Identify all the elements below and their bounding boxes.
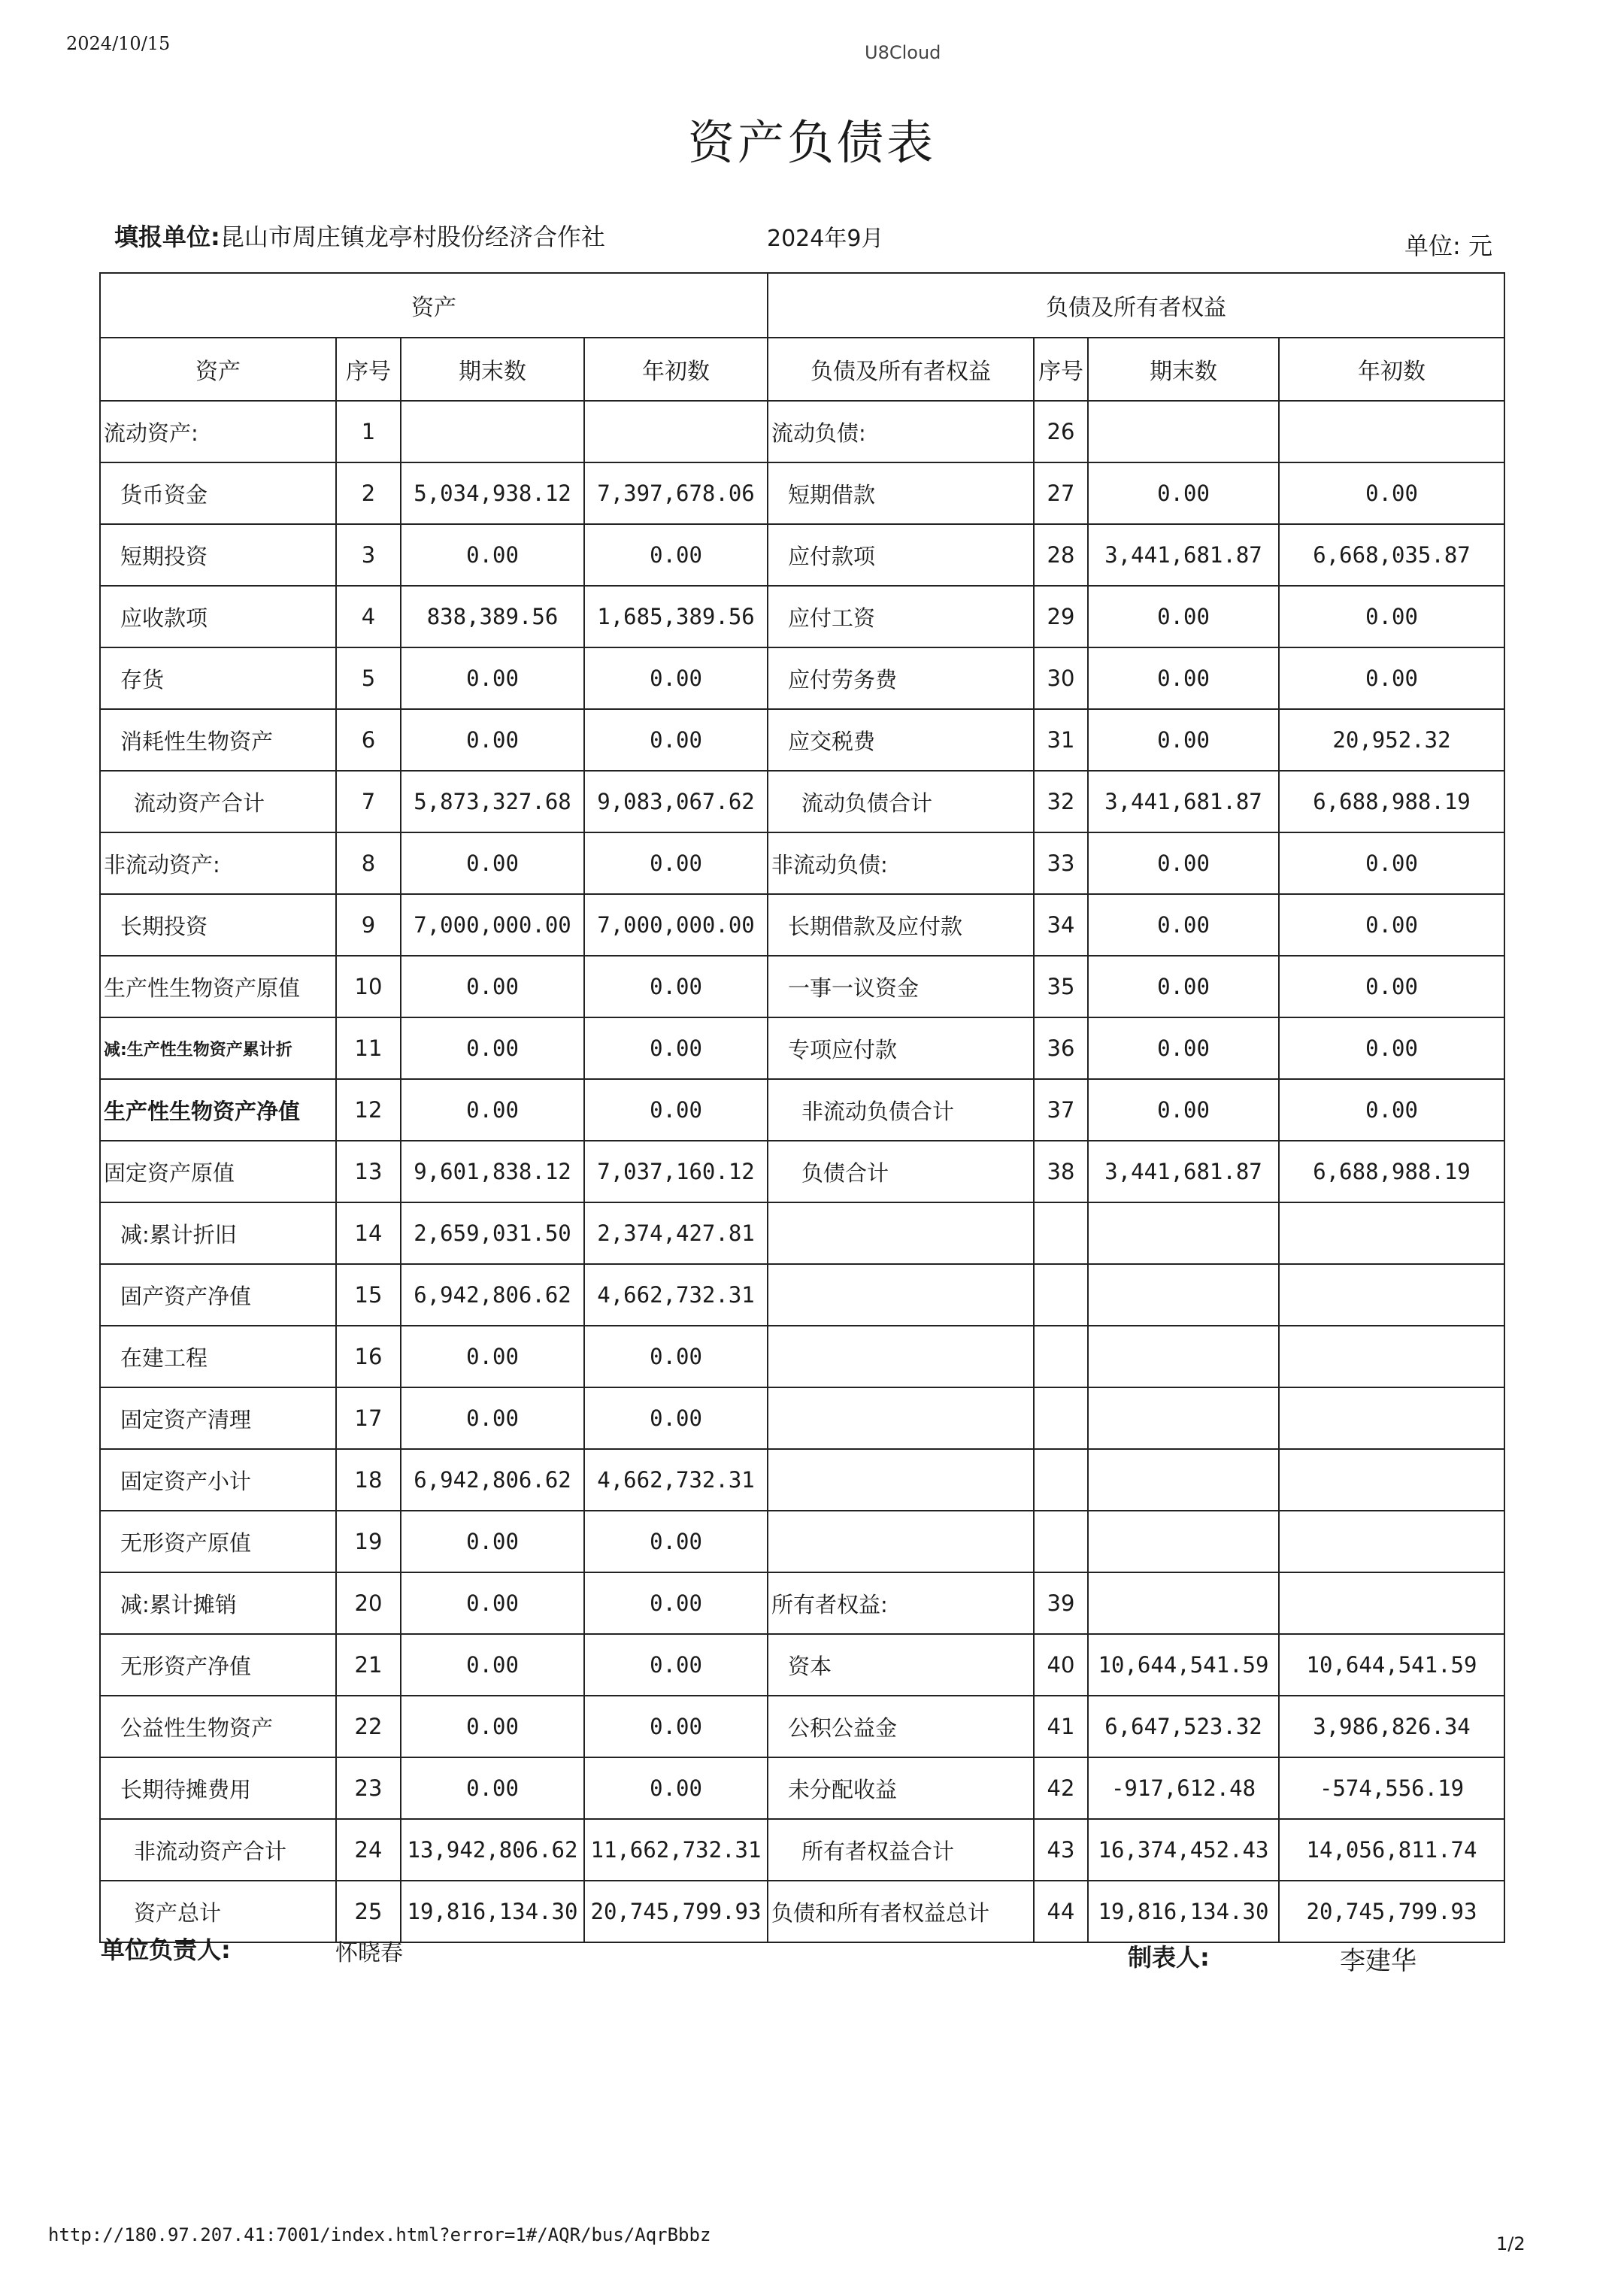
liability-seq: 26 [1034, 401, 1088, 462]
liability-seq [1034, 1387, 1088, 1449]
liability-begin-value: 0.00 [1279, 1079, 1504, 1141]
report-title: 资产负债表 [687, 115, 936, 170]
liability-name: 长期借款及应付款 [768, 894, 1034, 956]
liability-begin-value: 10,644,541.59 [1279, 1634, 1504, 1696]
asset-end-value: 0.00 [401, 1696, 584, 1757]
asset-end-value: 0.00 [401, 1634, 584, 1696]
asset-name: 资产总计 [100, 1881, 336, 1942]
liability-begin-value [1279, 1511, 1504, 1572]
signer-label: 单位负责人: [101, 1936, 231, 1964]
liability-seq: 43 [1034, 1819, 1088, 1881]
liability-name [768, 1449, 1034, 1511]
asset-begin-value: 0.00 [584, 956, 768, 1017]
asset-name: 生产性生物资产净值 [100, 1079, 336, 1141]
asset-seq: 13 [336, 1141, 401, 1202]
asset-end-value: 0.00 [401, 1757, 584, 1819]
table-row [100, 894, 1504, 956]
liability-end-value: 3,441,681.87 [1088, 771, 1279, 832]
asset-begin-value: 11,662,732.31 [584, 1819, 768, 1881]
asset-seq: 17 [336, 1387, 401, 1449]
asset-begin-value: 0.00 [584, 832, 768, 894]
report-period: 2024年9月 [767, 226, 884, 252]
asset-seq: 6 [336, 709, 401, 771]
liability-seq [1034, 1511, 1088, 1572]
asset-name: 非流动资产合计 [100, 1819, 336, 1881]
asset-seq: 16 [336, 1326, 401, 1387]
liability-seq: 42 [1034, 1757, 1088, 1819]
asset-begin-value: 9,083,067.62 [584, 771, 768, 832]
asset-seq: 10 [336, 956, 401, 1017]
asset-seq: 3 [336, 524, 401, 586]
asset-name: 减:累计折旧 [100, 1202, 336, 1264]
liability-seq: 33 [1034, 832, 1088, 894]
asset-end-value: 6,942,806.62 [401, 1449, 584, 1511]
asset-seq: 20 [336, 1572, 401, 1634]
asset-end-value: 0.00 [401, 832, 584, 894]
liability-seq: 31 [1034, 709, 1088, 771]
table-row [100, 1264, 1504, 1326]
liability-end-value [1088, 1572, 1279, 1634]
asset-end-value: 0.00 [401, 1572, 584, 1634]
asset-name: 货币资金 [100, 462, 336, 524]
liability-name: 公积公益金 [768, 1696, 1034, 1757]
asset-end-value: 0.00 [401, 1387, 584, 1449]
col-header-begin: 年初数 [584, 338, 768, 401]
asset-seq: 12 [336, 1079, 401, 1141]
liability-end-value [1088, 1202, 1279, 1264]
liability-seq: 28 [1034, 524, 1088, 586]
liability-name: 应付款项 [768, 524, 1034, 586]
table-row [100, 1202, 1504, 1264]
asset-name: 非流动资产: [100, 832, 336, 894]
col-header-liability: 负债及所有者权益 [768, 338, 1034, 401]
asset-end-value: 0.00 [401, 1079, 584, 1141]
liability-begin-value: 0.00 [1279, 647, 1504, 709]
asset-name: 生产性生物资产原值 [100, 956, 336, 1017]
asset-begin-value: 4,662,732.31 [584, 1449, 768, 1511]
liability-end-value: 0.00 [1088, 956, 1279, 1017]
liability-name: 所有者权益: [768, 1572, 1034, 1634]
asset-begin-value: 0.00 [584, 1017, 768, 1079]
liability-begin-value: 0.00 [1279, 586, 1504, 647]
liability-end-value: 0.00 [1088, 1017, 1279, 1079]
asset-end-value: 13,942,806.62 [401, 1819, 584, 1881]
liability-begin-value [1279, 401, 1504, 462]
asset-end-value: 5,873,327.68 [401, 771, 584, 832]
liability-seq: 39 [1034, 1572, 1088, 1634]
liability-seq: 30 [1034, 647, 1088, 709]
reporting-unit [114, 218, 605, 253]
liability-end-value: 0.00 [1088, 462, 1279, 524]
asset-end-value: 0.00 [401, 647, 584, 709]
liability-begin-value: 0.00 [1279, 462, 1504, 524]
preparer-label: 制表人: [1128, 1943, 1210, 1972]
asset-seq: 15 [336, 1264, 401, 1326]
asset-seq: 7 [336, 771, 401, 832]
col-header-end: 期末数 [401, 338, 584, 401]
asset-seq: 1 [336, 401, 401, 462]
asset-seq: 11 [336, 1017, 401, 1079]
asset-seq: 22 [336, 1696, 401, 1757]
table-row [100, 1696, 1504, 1757]
asset-end-value: 9,601,838.12 [401, 1141, 584, 1202]
table-row [100, 1017, 1504, 1079]
asset-seq: 19 [336, 1511, 401, 1572]
liability-name: 非流动负债: [768, 832, 1034, 894]
asset-begin-value: 0.00 [584, 1634, 768, 1696]
currency-unit: 单位: 元 [1404, 232, 1492, 260]
liability-begin-value: 6,688,988.19 [1279, 771, 1504, 832]
table-row [100, 1881, 1504, 1942]
asset-seq: 18 [336, 1449, 401, 1511]
asset-begin-value: 0.00 [584, 1511, 768, 1572]
liability-begin-value [1279, 1387, 1504, 1449]
column-header-row [100, 338, 1504, 401]
asset-seq: 4 [336, 586, 401, 647]
liability-seq: 29 [1034, 586, 1088, 647]
liability-begin-value: 20,745,799.93 [1279, 1881, 1504, 1942]
liability-begin-value: 0.00 [1279, 894, 1504, 956]
liability-end-value: 10,644,541.59 [1088, 1634, 1279, 1696]
asset-end-value: 0.00 [401, 1511, 584, 1572]
table-row [100, 709, 1504, 771]
asset-name: 流动资产合计 [100, 771, 336, 832]
asset-begin-value: 7,397,678.06 [584, 462, 768, 524]
page-number: 1/2 [1496, 2233, 1526, 2254]
liability-end-value: 3,441,681.87 [1088, 1141, 1279, 1202]
asset-begin-value: 0.00 [584, 1757, 768, 1819]
asset-seq: 2 [336, 462, 401, 524]
liability-seq: 35 [1034, 956, 1088, 1017]
liability-name: 应交税费 [768, 709, 1034, 771]
table-row [100, 586, 1504, 647]
asset-end-value [401, 401, 584, 462]
asset-end-value: 0.00 [401, 956, 584, 1017]
asset-seq: 21 [336, 1634, 401, 1696]
asset-name: 减:生产性生物资产累计折 [100, 1017, 336, 1079]
liability-end-value: 0.00 [1088, 647, 1279, 709]
liability-end-value [1088, 1326, 1279, 1387]
liability-end-value: 3,441,681.87 [1088, 524, 1279, 586]
liability-name: 一事一议资金 [768, 956, 1034, 1017]
liability-end-value: 6,647,523.32 [1088, 1696, 1279, 1757]
liability-end-value [1088, 1264, 1279, 1326]
liability-name: 未分配收益 [768, 1757, 1034, 1819]
liability-end-value [1088, 1387, 1279, 1449]
liability-end-value: 0.00 [1088, 709, 1279, 771]
asset-end-value: 7,000,000.00 [401, 894, 584, 956]
col-header-seq: 序号 [336, 338, 401, 401]
asset-end-value: 838,389.56 [401, 586, 584, 647]
table-row [100, 771, 1504, 832]
liability-begin-value: 0.00 [1279, 956, 1504, 1017]
liability-name: 负债和所有者权益总计 [768, 1881, 1034, 1942]
liability-end-value: 16,374,452.43 [1088, 1819, 1279, 1881]
liability-seq: 40 [1034, 1634, 1088, 1696]
liability-begin-value [1279, 1449, 1504, 1511]
liability-begin-value: 14,056,811.74 [1279, 1819, 1504, 1881]
balance-sheet-table [99, 272, 1505, 1943]
asset-seq: 24 [336, 1819, 401, 1881]
asset-name: 固产资产净值 [100, 1264, 336, 1326]
asset-begin-value: 0.00 [584, 1079, 768, 1141]
liability-seq [1034, 1202, 1088, 1264]
liability-begin-value: -574,556.19 [1279, 1757, 1504, 1819]
assets-group-header: 资产 [100, 273, 768, 338]
liability-name: 专项应付款 [768, 1017, 1034, 1079]
table-row [100, 1819, 1504, 1881]
liability-seq [1034, 1449, 1088, 1511]
liability-end-value: -917,612.48 [1088, 1757, 1279, 1819]
asset-seq: 23 [336, 1757, 401, 1819]
liability-end-value: 0.00 [1088, 586, 1279, 647]
table-row [100, 1387, 1504, 1449]
asset-end-value: 6,942,806.62 [401, 1264, 584, 1326]
asset-seq: 5 [336, 647, 401, 709]
liability-end-value [1088, 1511, 1279, 1572]
liability-begin-value: 20,952.32 [1279, 709, 1504, 771]
group-header-row [100, 273, 1504, 338]
asset-begin-value: 7,000,000.00 [584, 894, 768, 956]
table-row [100, 1079, 1504, 1141]
asset-name: 固定资产清理 [100, 1387, 336, 1449]
asset-name: 固定资产原值 [100, 1141, 336, 1202]
asset-begin-value: 4,662,732.31 [584, 1264, 768, 1326]
asset-name: 固定资产小计 [100, 1449, 336, 1511]
col-header-asset: 资产 [100, 338, 336, 401]
asset-begin-value [584, 401, 768, 462]
asset-name: 存货 [100, 647, 336, 709]
liability-seq [1034, 1264, 1088, 1326]
liability-end-value: 0.00 [1088, 894, 1279, 956]
asset-name: 在建工程 [100, 1326, 336, 1387]
asset-seq: 8 [336, 832, 401, 894]
asset-end-value: 2,659,031.50 [401, 1202, 584, 1264]
asset-begin-value: 1,685,389.56 [584, 586, 768, 647]
liability-seq: 36 [1034, 1017, 1088, 1079]
asset-end-value: 0.00 [401, 709, 584, 771]
table-row [100, 462, 1504, 524]
col-header-begin-2: 年初数 [1279, 338, 1504, 401]
liability-end-value: 19,816,134.30 [1088, 1881, 1279, 1942]
liability-begin-value [1279, 1264, 1504, 1326]
table-row [100, 1511, 1504, 1572]
asset-begin-value: 7,037,160.12 [584, 1141, 768, 1202]
signer-name: 怀晓春 [335, 1940, 403, 1966]
table-row [100, 1634, 1504, 1696]
liability-name: 应付劳务费 [768, 647, 1034, 709]
liability-name: 流动负债合计 [768, 771, 1034, 832]
table-row [100, 1326, 1504, 1387]
liability-begin-value: 3,986,826.34 [1279, 1696, 1504, 1757]
asset-begin-value: 20,745,799.93 [584, 1881, 768, 1942]
asset-end-value: 0.00 [401, 1017, 584, 1079]
liability-seq: 38 [1034, 1141, 1088, 1202]
asset-seq: 14 [336, 1202, 401, 1264]
print-date: 2024/10/15 [66, 33, 171, 54]
liability-name [768, 1264, 1034, 1326]
table-row [100, 524, 1504, 586]
liability-name [768, 1387, 1034, 1449]
liabilities-group-header: 负债及所有者权益 [768, 273, 1504, 338]
liability-seq [1034, 1326, 1088, 1387]
asset-begin-value: 0.00 [584, 1696, 768, 1757]
liability-begin-value: 6,668,035.87 [1279, 524, 1504, 586]
liability-begin-value [1279, 1326, 1504, 1387]
asset-begin-value: 0.00 [584, 1326, 768, 1387]
reporting-unit-label: 填报单位: [114, 223, 220, 251]
table-row [100, 956, 1504, 1017]
liability-name: 流动负债: [768, 401, 1034, 462]
col-header-end-2: 期末数 [1088, 338, 1279, 401]
asset-name: 长期投资 [100, 894, 336, 956]
asset-name: 流动资产: [100, 401, 336, 462]
table-row [100, 1757, 1504, 1819]
asset-name: 应收款项 [100, 586, 336, 647]
liability-begin-value [1279, 1202, 1504, 1264]
liability-seq: 37 [1034, 1079, 1088, 1141]
liability-name [768, 1202, 1034, 1264]
table-row [100, 647, 1504, 709]
asset-name: 无形资产净值 [100, 1634, 336, 1696]
asset-name: 无形资产原值 [100, 1511, 336, 1572]
liability-begin-value [1279, 1572, 1504, 1634]
table-row [100, 1449, 1504, 1511]
asset-end-value: 19,816,134.30 [401, 1881, 584, 1942]
asset-seq: 9 [336, 894, 401, 956]
asset-begin-value: 0.00 [584, 1572, 768, 1634]
liability-name: 非流动负债合计 [768, 1079, 1034, 1141]
liability-end-value [1088, 401, 1279, 462]
asset-end-value: 0.00 [401, 524, 584, 586]
liability-seq: 44 [1034, 1881, 1088, 1942]
asset-seq: 25 [336, 1881, 401, 1942]
liability-begin-value: 6,688,988.19 [1279, 1141, 1504, 1202]
asset-name: 公益性生物资产 [100, 1696, 336, 1757]
liability-end-value: 0.00 [1088, 832, 1279, 894]
asset-name: 长期待摊费用 [100, 1757, 336, 1819]
table-row [100, 1572, 1504, 1634]
liability-name [768, 1326, 1034, 1387]
asset-end-value: 0.00 [401, 1326, 584, 1387]
asset-name: 短期投资 [100, 524, 336, 586]
liability-name: 负债合计 [768, 1141, 1034, 1202]
reporting-unit-name: 昆山市周庄镇龙亭村股份经济合作社 [220, 223, 605, 251]
system-name: U8Cloud [865, 42, 941, 63]
liability-begin-value: 0.00 [1279, 1017, 1504, 1079]
asset-name: 消耗性生物资产 [100, 709, 336, 771]
table-row [100, 832, 1504, 894]
liability-seq: 34 [1034, 894, 1088, 956]
preparer-name: 李建华 [1340, 1946, 1416, 1976]
liability-end-value [1088, 1449, 1279, 1511]
asset-name: 减:累计摊销 [100, 1572, 336, 1634]
table-row [100, 401, 1504, 462]
liability-name: 短期借款 [768, 462, 1034, 524]
asset-begin-value: 2,374,427.81 [584, 1202, 768, 1264]
asset-begin-value: 0.00 [584, 1387, 768, 1449]
asset-begin-value: 0.00 [584, 647, 768, 709]
table-row [100, 1141, 1504, 1202]
liability-seq: 32 [1034, 771, 1088, 832]
liability-name: 资本 [768, 1634, 1034, 1696]
liability-name [768, 1511, 1034, 1572]
asset-end-value: 5,034,938.12 [401, 462, 584, 524]
liability-name: 应付工资 [768, 586, 1034, 647]
asset-begin-value: 0.00 [584, 709, 768, 771]
page-url: http://180.97.207.41:7001/index.html?error=1#/AQR/bus/AqrBbbz [48, 2224, 711, 2245]
liability-seq: 27 [1034, 462, 1088, 524]
liability-end-value: 0.00 [1088, 1079, 1279, 1141]
col-header-seq-2: 序号 [1034, 338, 1088, 401]
liability-name: 所有者权益合计 [768, 1819, 1034, 1881]
asset-begin-value: 0.00 [584, 524, 768, 586]
liability-begin-value: 0.00 [1279, 832, 1504, 894]
liability-seq: 41 [1034, 1696, 1088, 1757]
